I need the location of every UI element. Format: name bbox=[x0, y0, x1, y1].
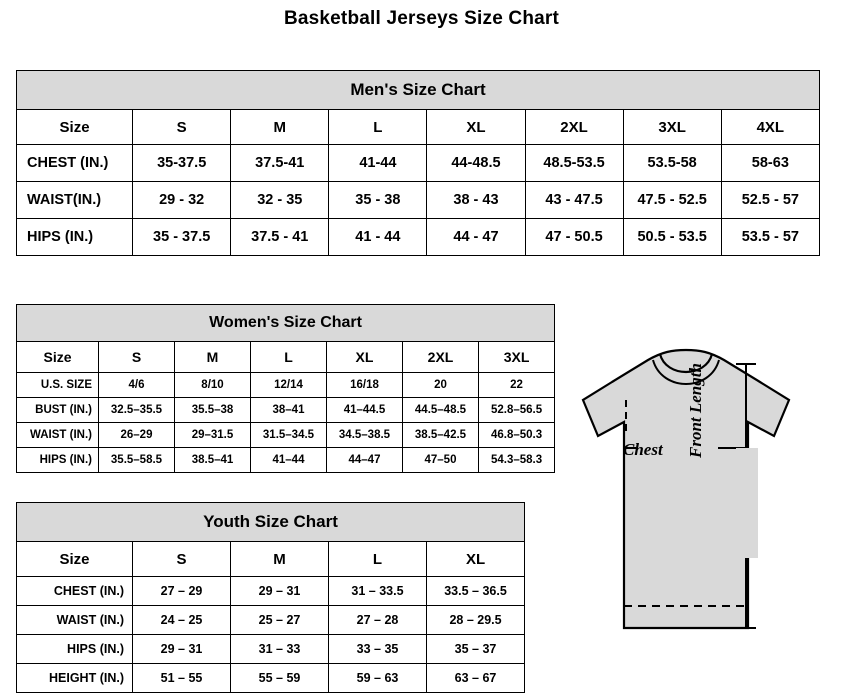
youth-row-label-chest: CHEST (IN.) bbox=[17, 577, 133, 606]
youth-waist-m: 25 – 27 bbox=[231, 606, 329, 635]
womens-bust-2xl: 44.5–48.5 bbox=[403, 398, 479, 423]
mens-header-xl: XL bbox=[427, 110, 525, 145]
womens-ussize-m: 8/10 bbox=[175, 373, 251, 398]
womens-chart-title-row bbox=[17, 305, 555, 342]
womens-ussize-3xl: 22 bbox=[479, 373, 555, 398]
womens-size-chart-table bbox=[16, 304, 555, 473]
mens-header-m: M bbox=[231, 110, 329, 145]
womens-bust-xl: 41–44.5 bbox=[327, 398, 403, 423]
womens-hips-3xl: 54.3–58.3 bbox=[479, 448, 555, 473]
mens-waist-4xl: 52.5 - 57 bbox=[721, 182, 819, 219]
mens-waist-m: 32 - 35 bbox=[231, 182, 329, 219]
womens-bust-m: 35.5–38 bbox=[175, 398, 251, 423]
womens-waist-3xl: 46.8–50.3 bbox=[479, 423, 555, 448]
youth-height-l: 59 – 63 bbox=[329, 664, 427, 693]
mens-chest-3xl: 53.5-58 bbox=[623, 145, 721, 182]
womens-header-row bbox=[17, 342, 555, 373]
mens-header-3xl: 3XL bbox=[623, 110, 721, 145]
womens-header-size: Size bbox=[17, 342, 99, 373]
womens-header-xl: XL bbox=[327, 342, 403, 373]
mens-chest-4xl: 58-63 bbox=[721, 145, 819, 182]
womens-hips-xl: 44–47 bbox=[327, 448, 403, 473]
womens-hips-m: 38.5–41 bbox=[175, 448, 251, 473]
table-row bbox=[17, 448, 555, 473]
youth-hips-m: 31 – 33 bbox=[231, 635, 329, 664]
mens-row-label-hips: HIPS (IN.) bbox=[17, 219, 133, 256]
table-row bbox=[17, 145, 820, 182]
womens-header-3xl: 3XL bbox=[479, 342, 555, 373]
youth-header-s: S bbox=[133, 542, 231, 577]
table-row bbox=[17, 606, 525, 635]
youth-chest-xl: 33.5 – 36.5 bbox=[427, 577, 525, 606]
womens-waist-m: 29–31.5 bbox=[175, 423, 251, 448]
table-row bbox=[17, 577, 525, 606]
table-row bbox=[17, 635, 525, 664]
youth-row-label-hips: HIPS (IN.) bbox=[17, 635, 133, 664]
table-row bbox=[17, 182, 820, 219]
mens-chest-m: 37.5-41 bbox=[231, 145, 329, 182]
mens-header-4xl: 4XL bbox=[721, 110, 819, 145]
womens-hips-s: 35.5–58.5 bbox=[99, 448, 175, 473]
jersey-measurement-diagram bbox=[540, 338, 832, 668]
mens-waist-s: 29 - 32 bbox=[133, 182, 231, 219]
youth-header-row bbox=[17, 542, 525, 577]
mens-hips-l: 41 - 44 bbox=[329, 219, 427, 256]
mens-waist-xl: 38 - 43 bbox=[427, 182, 525, 219]
youth-chart-title-row bbox=[17, 503, 525, 542]
womens-hips-l: 41–44 bbox=[251, 448, 327, 473]
youth-hips-s: 29 – 31 bbox=[133, 635, 231, 664]
mens-chest-s: 35-37.5 bbox=[133, 145, 231, 182]
youth-header-m: M bbox=[231, 542, 329, 577]
mens-hips-3xl: 50.5 - 53.5 bbox=[623, 219, 721, 256]
womens-waist-2xl: 38.5–42.5 bbox=[403, 423, 479, 448]
chest-measure-label: Chest bbox=[623, 440, 663, 459]
youth-hips-l: 33 – 35 bbox=[329, 635, 427, 664]
page-title: Basketball Jerseys Size Chart bbox=[283, 8, 560, 29]
womens-ussize-xl: 16/18 bbox=[327, 373, 403, 398]
womens-row-label-waist: WAIST (IN.) bbox=[17, 423, 99, 448]
womens-ussize-s: 4/6 bbox=[99, 373, 175, 398]
youth-height-m: 55 – 59 bbox=[231, 664, 329, 693]
youth-row-label-height: HEIGHT (IN.) bbox=[17, 664, 133, 693]
youth-header-size: Size bbox=[17, 542, 133, 577]
womens-row-label-hips: HIPS (IN.) bbox=[17, 448, 99, 473]
youth-header-xl: XL bbox=[427, 542, 525, 577]
table-row bbox=[17, 398, 555, 423]
mens-header-2xl: 2XL bbox=[525, 110, 623, 145]
womens-header-m: M bbox=[175, 342, 251, 373]
mens-chest-xl: 44-48.5 bbox=[427, 145, 525, 182]
womens-waist-l: 31.5–34.5 bbox=[251, 423, 327, 448]
mens-header-size: Size bbox=[17, 110, 133, 145]
womens-bust-s: 32.5–35.5 bbox=[99, 398, 175, 423]
table-row bbox=[17, 219, 820, 256]
youth-chest-m: 29 – 31 bbox=[231, 577, 329, 606]
mens-chest-2xl: 48.5-53.5 bbox=[525, 145, 623, 182]
mens-waist-3xl: 47.5 - 52.5 bbox=[623, 182, 721, 219]
womens-row-label-us-size: U.S. SIZE bbox=[17, 373, 99, 398]
mens-header-row bbox=[17, 110, 820, 145]
table-row bbox=[17, 373, 555, 398]
table-row bbox=[17, 423, 555, 448]
youth-size-chart-table bbox=[16, 502, 525, 693]
mens-chart-title-row bbox=[17, 71, 820, 110]
womens-header-l: L bbox=[251, 342, 327, 373]
mens-hips-s: 35 - 37.5 bbox=[133, 219, 231, 256]
mens-waist-l: 35 - 38 bbox=[329, 182, 427, 219]
womens-header-2xl: 2XL bbox=[403, 342, 479, 373]
youth-chest-s: 27 – 29 bbox=[133, 577, 231, 606]
womens-header-s: S bbox=[99, 342, 175, 373]
table-row bbox=[17, 664, 525, 693]
mens-hips-4xl: 53.5 - 57 bbox=[721, 219, 819, 256]
womens-chart-title: Women's Size Chart bbox=[17, 305, 555, 342]
youth-waist-l: 27 – 28 bbox=[329, 606, 427, 635]
youth-height-xl: 63 – 67 bbox=[427, 664, 525, 693]
youth-row-label-waist: WAIST (IN.) bbox=[17, 606, 133, 635]
youth-waist-xl: 28 – 29.5 bbox=[427, 606, 525, 635]
youth-waist-s: 24 – 25 bbox=[133, 606, 231, 635]
womens-waist-s: 26–29 bbox=[99, 423, 175, 448]
mens-row-label-waist: WAIST(IN.) bbox=[17, 182, 133, 219]
womens-row-label-bust: BUST (IN.) bbox=[17, 398, 99, 423]
womens-hips-2xl: 47–50 bbox=[403, 448, 479, 473]
womens-ussize-l: 12/14 bbox=[251, 373, 327, 398]
womens-bust-l: 38–41 bbox=[251, 398, 327, 423]
womens-bust-3xl: 52.8–56.5 bbox=[479, 398, 555, 423]
mens-hips-m: 37.5 - 41 bbox=[231, 219, 329, 256]
mens-row-label-chest: CHEST (IN.) bbox=[17, 145, 133, 182]
mens-chart-title: Men's Size Chart bbox=[17, 71, 820, 110]
mens-size-chart-table bbox=[16, 70, 820, 256]
mens-hips-xl: 44 - 47 bbox=[427, 219, 525, 256]
youth-chest-l: 31 – 33.5 bbox=[329, 577, 427, 606]
mens-chest-l: 41-44 bbox=[329, 145, 427, 182]
mens-waist-2xl: 43 - 47.5 bbox=[525, 182, 623, 219]
youth-hips-xl: 35 – 37 bbox=[427, 635, 525, 664]
front-length-label-backdrop bbox=[736, 448, 758, 558]
womens-ussize-2xl: 20 bbox=[403, 373, 479, 398]
mens-header-l: L bbox=[329, 110, 427, 145]
womens-waist-xl: 34.5–38.5 bbox=[327, 423, 403, 448]
front-length-measure-label: Front Length bbox=[686, 363, 705, 458]
youth-height-s: 51 – 55 bbox=[133, 664, 231, 693]
mens-hips-2xl: 47 - 50.5 bbox=[525, 219, 623, 256]
youth-chart-title: Youth Size Chart bbox=[17, 503, 525, 542]
youth-header-l: L bbox=[329, 542, 427, 577]
mens-header-s: S bbox=[133, 110, 231, 145]
